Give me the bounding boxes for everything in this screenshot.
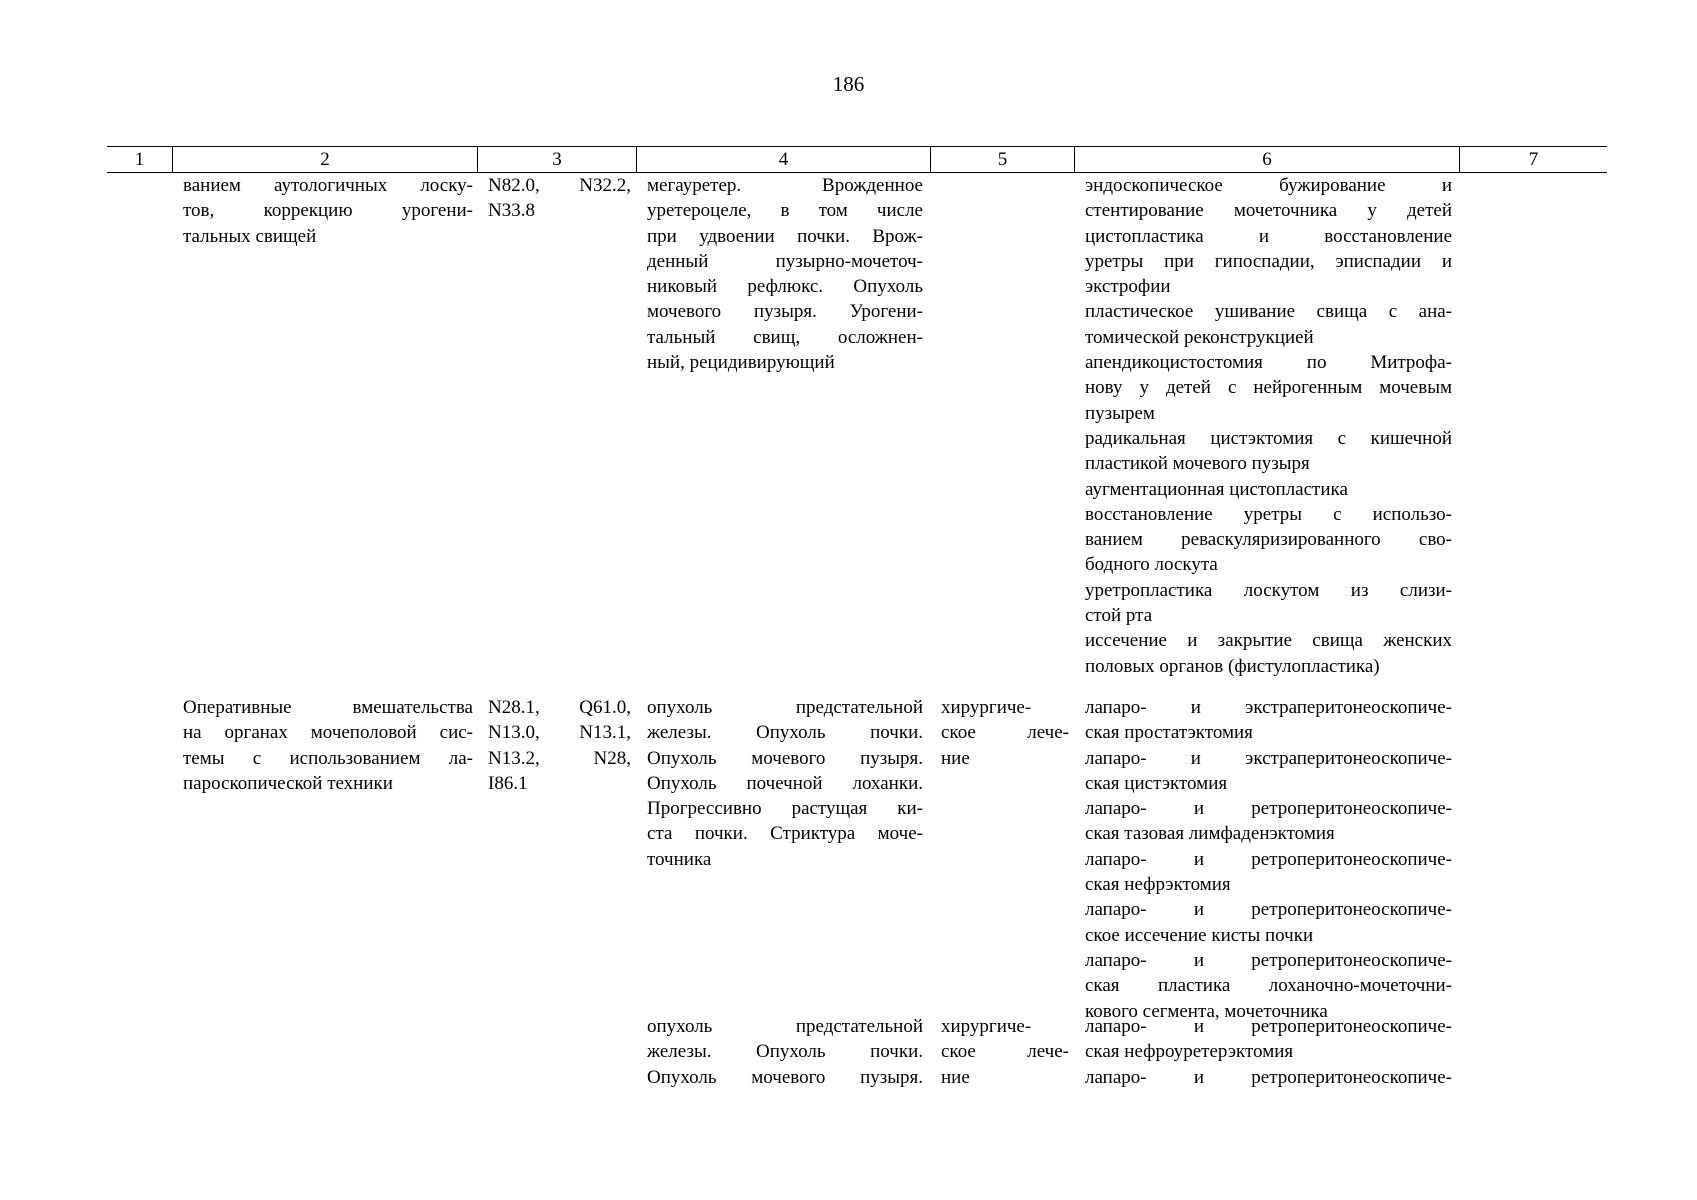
page-number: 186: [832, 72, 865, 96]
text-line: ванием реваскуляризированного сво-: [1085, 529, 1452, 551]
text-line: ское лече-: [941, 1041, 1069, 1063]
text-line: томической реконструкцией: [1085, 326, 1314, 348]
text-line: ская пластика лоханочно-мочеточни-: [1085, 975, 1452, 997]
text-line: пластикой мочевого пузыря: [1085, 453, 1310, 475]
cell-col6: [1085, 695, 1452, 1024]
text-line: апендикоцистостомия по Митрофа-: [1085, 352, 1452, 374]
text-line: пароскопической техники: [183, 772, 393, 794]
text-line: восстановление уретры с использо-: [1085, 503, 1452, 525]
text-line: N13.2, N28,: [488, 747, 631, 769]
text-line: лапаро- и ретроперитонеоскопиче-: [1085, 1066, 1452, 1088]
text-line: Опухоль мочевого пузыря.: [647, 1066, 923, 1088]
text-line: лапаро- и ретроперитонеоскопиче-: [1085, 949, 1452, 971]
cell-col4: [647, 173, 923, 375]
text-line: радикальная цистэктомия с кишечной: [1085, 427, 1452, 449]
text-line: ская нефроуретерэктомия: [1085, 1041, 1294, 1063]
cell-col3: [488, 173, 631, 224]
text-line: эндоскопическое бужирование и: [1085, 175, 1452, 196]
cell-col2: [183, 695, 473, 796]
text-line: точника: [647, 848, 712, 870]
text-line: лапаро- и ретроперитонеоскопиче-: [1085, 1016, 1452, 1037]
text-line: никовый рефлюкс. Опухоль: [647, 276, 923, 298]
text-line: N13.0, N13.1,: [488, 722, 631, 744]
text-line: лапаро- и ретроперитонеоскопиче-: [1085, 798, 1452, 820]
text-line: кового сегмента, мочеточника: [1085, 1000, 1328, 1022]
text-line: стентирование мочеточника у детей: [1085, 200, 1452, 222]
table-header-row: [107, 146, 1607, 173]
col-header-5: 5: [931, 147, 1075, 172]
cell-col5: [941, 1014, 1069, 1090]
text-line: ный, рецидивирующий: [647, 352, 835, 374]
text-line: иссечение и закрытие свища женских: [1085, 630, 1452, 652]
text-line: половых органов (фистулопластика): [1085, 655, 1380, 677]
text-line: опухоль предстательной: [647, 1016, 923, 1037]
cell-col4: [647, 695, 923, 872]
text-line: N82.0, N32.2,: [488, 175, 631, 196]
text-line: аугментационная цистопластика: [1085, 478, 1348, 500]
col-header-4: 4: [637, 147, 931, 172]
text-line: ская тазовая лимфаденэктомия: [1085, 823, 1335, 845]
text-line: железы. Опухоль почки.: [647, 722, 923, 744]
text-line: хирургиче-: [941, 1016, 1032, 1037]
text-line: пузырем: [1085, 402, 1155, 424]
text-line: экстрофии: [1085, 276, 1171, 298]
text-line: уретры при гипоспадии, эписпадии и: [1085, 250, 1452, 272]
cell-col2: [183, 173, 473, 249]
text-line: бодного лоскута: [1085, 554, 1218, 576]
col-header-3: 3: [478, 147, 637, 172]
text-line: тальный свищ, осложнен-: [647, 326, 923, 348]
text-line: тальных свищей: [183, 225, 317, 247]
col-header-2: 2: [173, 147, 478, 172]
text-line: лапаро- и экстраперитонеоскопиче-: [1085, 697, 1452, 718]
text-line: на органах мочеполовой сис-: [183, 722, 473, 744]
text-line: лапаро- и ретроперитонеоскопиче-: [1085, 899, 1452, 921]
text-line: ванием аутологичных лоску-: [183, 175, 473, 196]
text-line: ние: [941, 747, 970, 769]
text-line: мегауретер. Врожденное: [647, 175, 923, 196]
text-line: ская простатэктомия: [1085, 722, 1253, 744]
text-line: опухоль предстательной: [647, 697, 923, 718]
text-line: ское лече-: [941, 722, 1069, 744]
text-line: Прогрессивно растущая ки-: [647, 798, 923, 820]
col-header-6: 6: [1075, 147, 1460, 172]
text-line: уретероцеле, в том числе: [647, 200, 923, 222]
text-line: лапаро- и экстраперитонеоскопиче-: [1085, 747, 1452, 769]
text-line: Опухоль мочевого пузыря.: [647, 747, 923, 769]
text-line: тов, коррекцию урогени-: [183, 200, 473, 222]
text-line: темы с использованием ла-: [183, 747, 473, 769]
col-header-7: 7: [1528, 149, 1539, 170]
text-line: Оперативные вмешательства: [183, 697, 473, 718]
cell-col6: [1085, 173, 1452, 679]
cell-col4: [647, 1014, 923, 1090]
text-line: железы. Опухоль почки.: [647, 1041, 923, 1063]
text-line: стой рта: [1085, 605, 1153, 627]
text-line: Опухоль почечной лоханки.: [647, 772, 923, 794]
text-line: уретропластика лоскутом из слизи-: [1085, 579, 1452, 601]
text-line: N28.1, Q61.0,: [488, 697, 631, 718]
text-line: цистопластика и восстановление: [1085, 225, 1452, 247]
text-line: ние: [941, 1066, 970, 1088]
text-line: I86.1: [488, 772, 528, 794]
text-line: мочевого пузыря. Урогени-: [647, 301, 923, 323]
text-line: нову у детей с нейрогенным мочевым: [1085, 377, 1452, 399]
text-line: хирургиче-: [941, 697, 1032, 718]
text-line: ская нефрэктомия: [1085, 874, 1231, 896]
cell-col5: [941, 695, 1069, 771]
cell-col6: [1085, 1014, 1452, 1090]
cell-col3: [488, 695, 631, 796]
text-line: ская цистэктомия: [1085, 772, 1228, 794]
text-line: ста почки. Стриктура моче-: [647, 823, 923, 845]
col-header-1: 1: [107, 147, 173, 172]
text-line: ское иссечение кисты почки: [1085, 924, 1314, 946]
text-line: денный пузырно-мочеточ-: [647, 250, 923, 272]
text-line: пластическое ушивание свища с ана-: [1085, 301, 1452, 323]
text-line: лапаро- и ретроперитонеоскопиче-: [1085, 848, 1452, 870]
table: [107, 146, 1607, 1088]
text-line: N33.8: [488, 200, 535, 222]
text-line: при удвоении почки. Врож-: [647, 225, 923, 247]
